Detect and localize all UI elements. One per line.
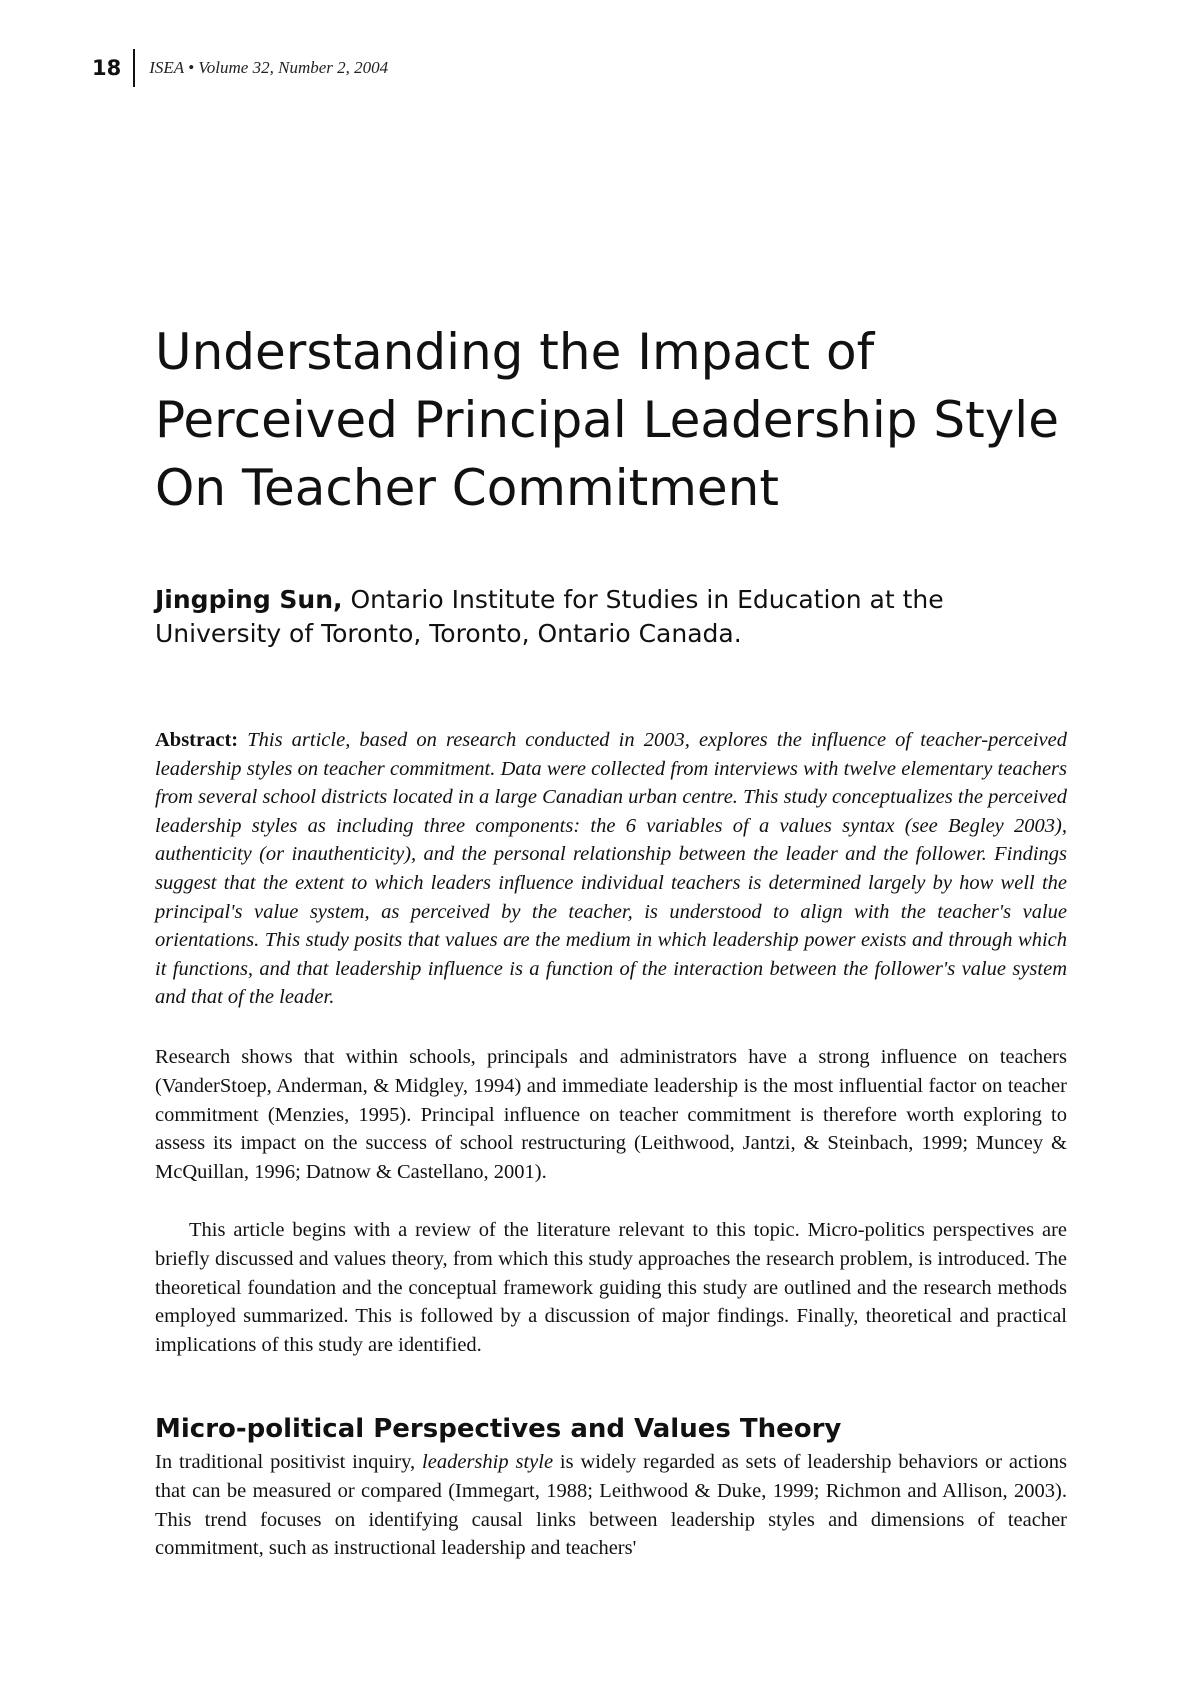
title-line: Understanding the Impact of: [155, 323, 875, 381]
emphasized-term: leadership style: [422, 1451, 554, 1473]
title-line: Perceived Principal Leadership Style: [155, 391, 1059, 449]
author-affiliation: Ontario Institute for Studies in Education at the University of Toronto, Toronto, Ontario Canada.: [155, 585, 944, 648]
abstract-text: This article, based on research conducted in 2003, explores the influence of teacher-perceived leadership styles on teacher commitment. Data were collected from interviews with twelve elementary teachers from several school districts located in a large Canadian urban centre. This study conceptualizes the perceived leadership styles as including three components: the 6 variables of a values syntax (see Begley 2003), authenticity (or inauthenticity), and the personal relationship between the leader and the follower. Findings suggest that the extent to which leaders influence individual teachers is determined largely by how well the principal's value system, as perceived by the teacher, is understood to align with the teacher's value orientations. This study posits that values are the medium in which leadership power exists and through which it functions, and that leadership influence is a function of the interaction between the follower's value system and that of the leader.: [155, 729, 1068, 1009]
header-divider: [133, 49, 135, 87]
running-head: [92, 48, 388, 88]
paragraph-text: is widely regarded as sets of leadership behaviors or actions that can be measured or compared (Immegart, 1988; Leithwood & Duke, 1999; Richmon and Allison, 2003). This trend focuses on identifying causal links between leadership styles and dimensions of teacher commitment, such as instructional leadership and teachers': [155, 1451, 1067, 1560]
body-paragraph-2: This article begins with a review of the literature relevant to this topic. Micro-politics perspectives are briefly discussed and values theory, from which this study approaches the research problem, is introduced. The theoretical foundation and the conceptual framework guiding this study are outlined and the research methods employed summarized. This is followed by a discussion of major findings. Finally, theoretical and practical implications of this study are identified.: [155, 1219, 1067, 1357]
journal-citation: ISEA • Volume 32, Number 2, 2004: [149, 58, 389, 77]
author-block: [155, 583, 1075, 651]
author-name: Jingping Sun,: [155, 585, 343, 614]
paragraph-text: In traditional positivist inquiry,: [155, 1451, 423, 1473]
abstract: [155, 726, 1067, 1012]
title-line: On Teacher Commitment: [155, 459, 779, 517]
section-heading: Micro-political Perspectives and Values Theory: [155, 1414, 842, 1444]
article-title: [155, 318, 1115, 522]
body-paragraph-3: [155, 1448, 1067, 1563]
body-paragraph-1: Research shows that within schools, principals and administrators have a strong influence on teachers (VanderStoep, Anderman, & Midgley, 1994) and immediate leadership is the most influential factor on teacher commitment (Menzies, 1995). Principal influence on teacher commitment is therefore worth exploring to assess its impact on the success of school restructuring (Leithwood, Jantzi, & Steinbach, 1999; Muncey & McQuillan, 1996; Datnow & Castellano, 2001).: [155, 1046, 1067, 1184]
page-number: 18: [92, 56, 122, 80]
abstract-label: Abstract:: [155, 729, 239, 751]
